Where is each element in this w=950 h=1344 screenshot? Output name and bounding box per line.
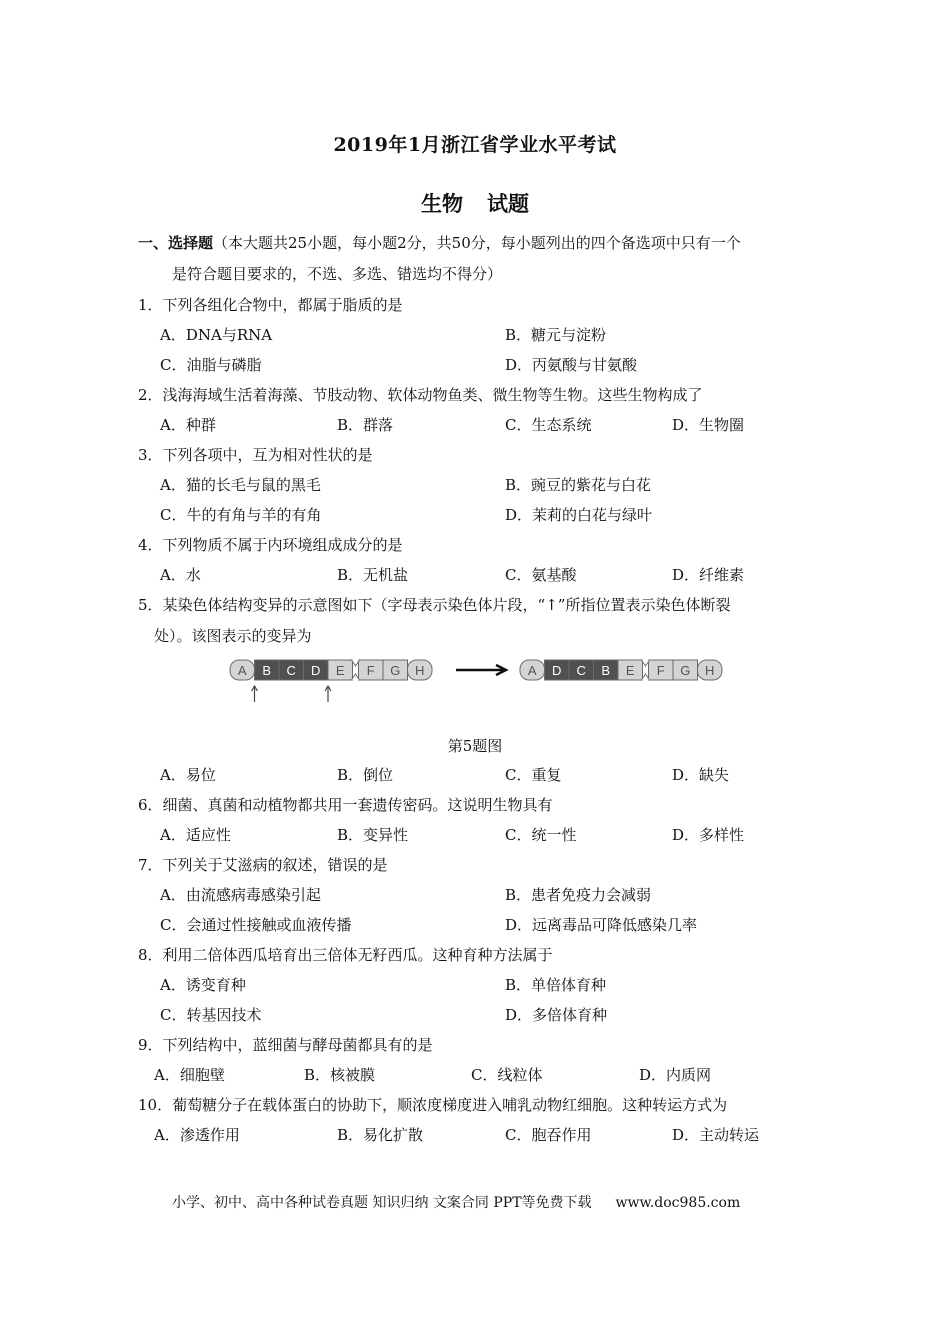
option: B．变异性 [337, 826, 409, 844]
question-stem: 10．葡萄糖分子在载体蛋白的协助下，顺浓度梯度进入哺乳动物红细胞。这种转运方式为 [138, 1096, 728, 1114]
option: B．易化扩散 [337, 1126, 424, 1144]
option: B．豌豆的紫花与白花 [505, 476, 652, 494]
after-segment-label: B [601, 663, 611, 678]
option: A．水 [160, 566, 201, 584]
option: B．患者免疫力会减弱 [505, 886, 652, 904]
question-stem: 9．下列结构中，蓝细菌与酵母菌都具有的是 [138, 1036, 433, 1054]
option: C．转基因技术 [160, 1006, 262, 1024]
section-heading [138, 233, 741, 253]
option: C．氨基酸 [505, 566, 577, 584]
after-segment-label: A [527, 663, 537, 678]
section-label: 一、选择题 [138, 234, 214, 252]
option: B．核被膜 [304, 1066, 376, 1084]
after-segment-label: D [552, 663, 562, 678]
option: A．渗透作用 [154, 1126, 240, 1144]
option: D．纤维素 [672, 566, 745, 584]
break-arrow-icon [325, 686, 331, 702]
section-note-cont: 是符合题目要求的，不选、多选、错选均不得分） [172, 265, 503, 283]
option: D．远离毒品可降低感染几率 [505, 916, 698, 934]
footer-text: 小学、初中、高中各种试卷真题 知识归纳 文案合同 PPT等免费下载 [172, 1195, 592, 1211]
option: C．线粒体 [471, 1066, 543, 1084]
after-segment-label: E [625, 663, 635, 678]
before-segment-label: E [335, 663, 345, 678]
option: D．主动转运 [672, 1126, 760, 1144]
option: A．猫的长毛与鼠的黑毛 [160, 476, 321, 494]
option: D．生物圈 [672, 416, 745, 434]
option: D．缺失 [672, 766, 730, 784]
question-stem: 3．下列各项中，互为相对性状的是 [138, 446, 373, 464]
after-segment-label: F [656, 663, 665, 678]
question-stem: 5．某染色体结构变异的示意图如下（字母表示染色体片段，“↑”所指位置表示染色体断裂 [138, 596, 731, 614]
option: C．生态系统 [505, 416, 592, 434]
option: A．DNA与RNA [160, 326, 273, 344]
option: B．倒位 [337, 766, 394, 784]
option: B．群落 [337, 416, 394, 434]
question-stem: 2．浅海海域生活着海藻、节肢动物、软体动物鱼类、微生物等生物。这些生物构成了 [138, 386, 703, 404]
option: A．适应性 [160, 826, 231, 844]
footer-url[interactable]: www.doc985.com [615, 1195, 741, 1211]
paper-label: 试题 [487, 191, 529, 216]
break-arrow-icon [252, 686, 258, 702]
before-segment-label: C [286, 663, 296, 678]
option: A．细胞壁 [154, 1066, 225, 1084]
question-stem-cont: 处）。该图表示的变异为 [154, 627, 312, 645]
question-stem: 4．下列物质不属于内环境组成成分的是 [138, 536, 403, 554]
option: D．多倍体育种 [505, 1006, 608, 1024]
option: C．油脂与磷脂 [160, 356, 262, 374]
exam-title: 2019年1月浙江省学业水平考试 [333, 134, 617, 156]
option: D．多样性 [672, 826, 745, 844]
option: D．茉莉的白花与绿叶 [505, 506, 653, 524]
figure-caption: 第5题图 [447, 737, 503, 755]
question-stem: 7．下列关于艾滋病的叙述，错误的是 [138, 856, 388, 874]
before-segment-label: F [366, 663, 375, 678]
after-segment-label: G [680, 663, 691, 678]
option: A．种群 [160, 416, 216, 434]
after-chromosome [520, 660, 722, 680]
question-stem: 1．下列各组化合物中，都属于脂质的是 [138, 296, 403, 314]
before-segment-label: A [237, 663, 247, 678]
option: B．无机盐 [337, 566, 409, 584]
option: A．易位 [160, 766, 216, 784]
option: A．由流感病毒感染引起 [160, 886, 321, 904]
option: C．胞吞作用 [505, 1126, 592, 1144]
option: C．牛的有角与羊的有角 [160, 506, 322, 524]
exam-subtitle [0, 188, 950, 218]
option: D．内质网 [639, 1066, 712, 1084]
before-segment-label: D [311, 663, 321, 678]
option: C．统一性 [505, 826, 577, 844]
before-segment-label: H [415, 663, 425, 678]
after-segment-label: C [576, 663, 586, 678]
chromosome-figure [228, 655, 738, 705]
before-chromosome [230, 660, 432, 680]
option: C．会通过性接触或血液传播 [160, 916, 352, 934]
section-note: （本大题共25小题，每小题2分，共50分，每小题列出的四个备选项中只有一个 [213, 234, 741, 252]
transform-arrow [456, 665, 506, 675]
page-footer [172, 1192, 740, 1212]
question-stem: 6．细菌、真菌和动植物都共用一套遗传密码。这说明生物具有 [138, 796, 553, 814]
before-segment-label: B [262, 663, 272, 678]
option: D．丙氨酸与甘氨酸 [505, 356, 638, 374]
after-segment-label: H [705, 663, 715, 678]
option: B．单倍体育种 [505, 976, 607, 994]
option: B．糖元与淀粉 [505, 326, 607, 344]
option: A．诱变育种 [160, 976, 246, 994]
before-segment-label: G [390, 663, 401, 678]
subject-label: 生物 [421, 191, 463, 216]
question-stem: 8．利用二倍体西瓜培育出三倍体无籽西瓜。这种育种方法属于 [138, 946, 553, 964]
option: C．重复 [505, 766, 562, 784]
